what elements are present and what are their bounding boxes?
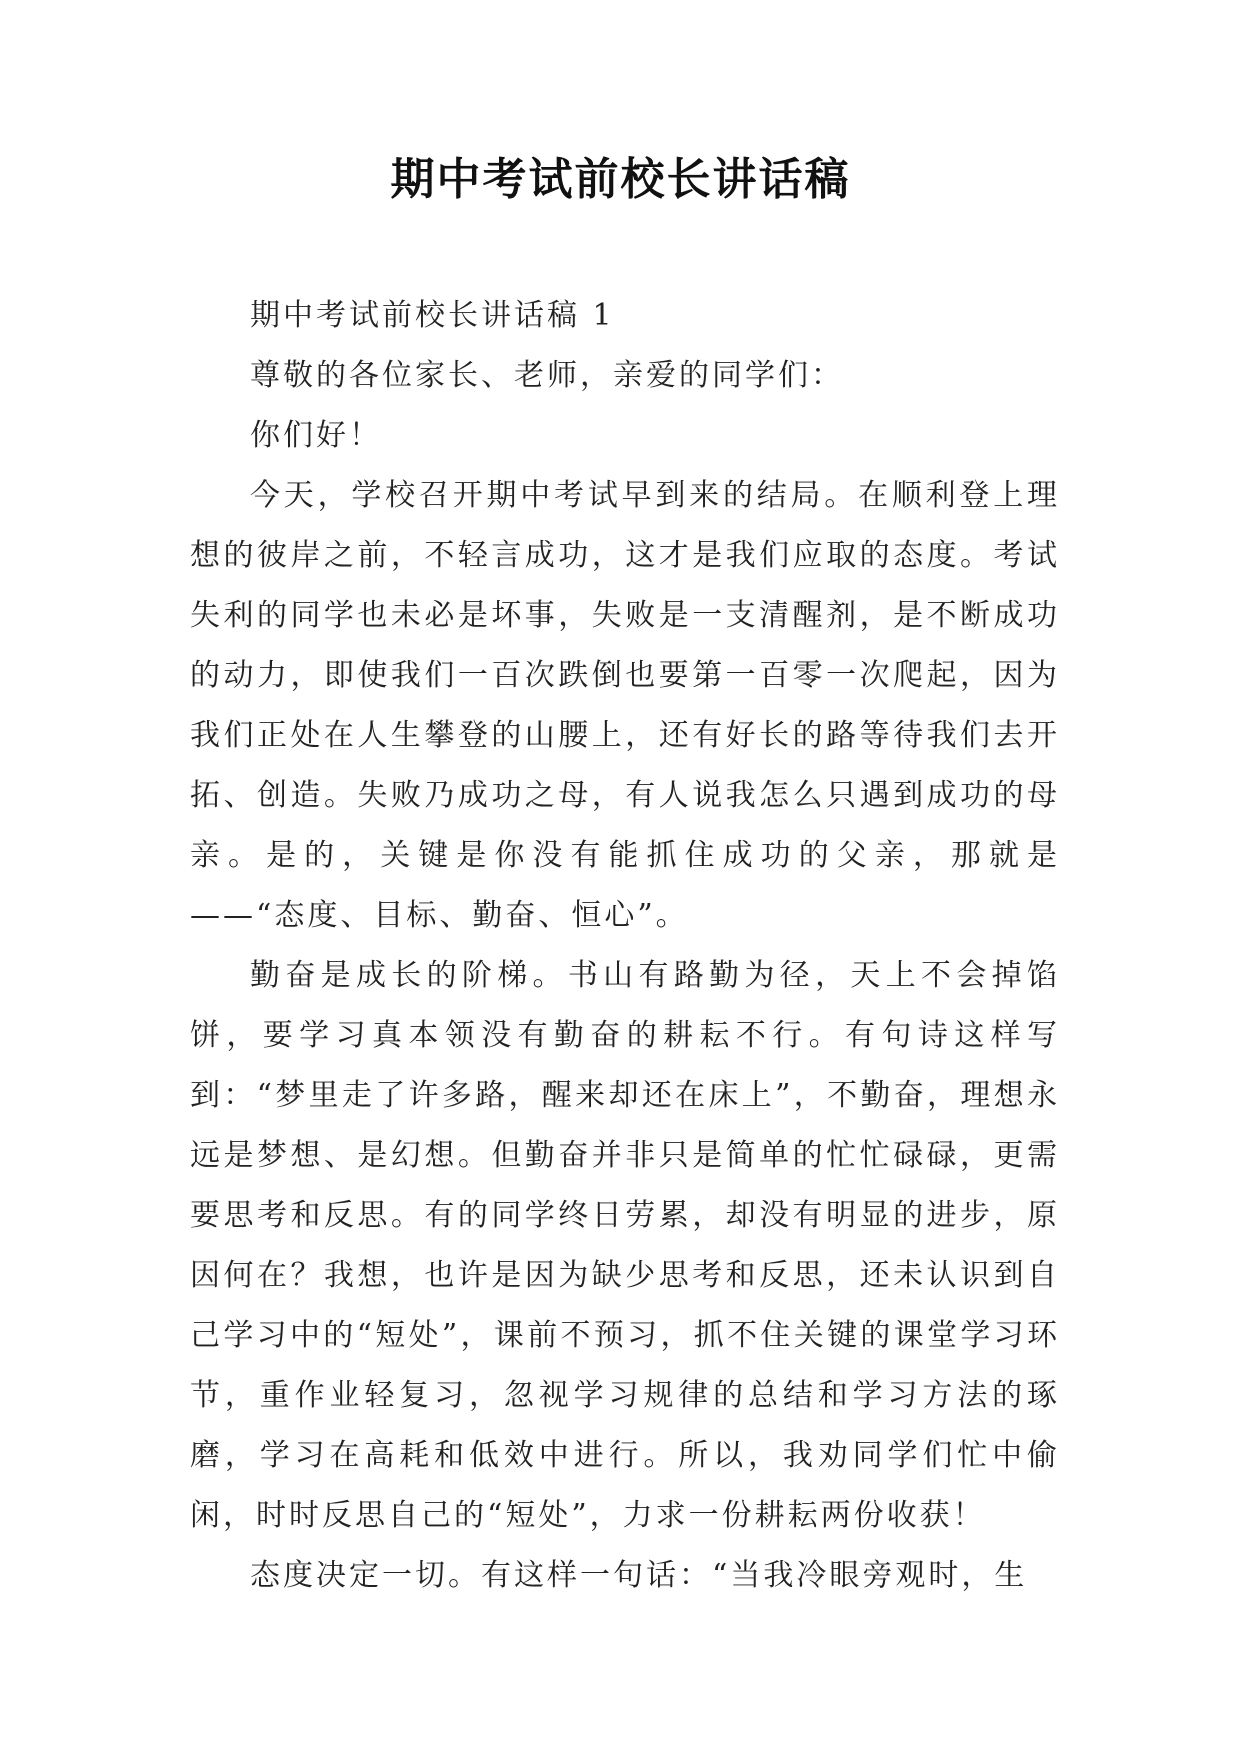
salutation: 尊敬的各位家长、老师，亲爱的同学们： [250, 358, 844, 393]
paragraph: 勤奋是成长的阶梯。书山有路勤为径，天上不会掉馅饼，要学习真本领没有勤奋的耕耘不行。有句诗这样写到：“梦里走了许多路，醒来却还在床上”，不勤奋，理想永远是梦想、是幻想。但勤奋并非只是简单的忙忙碌碌，更需要思考和反思。有的同学终日劳累，却没有明显的进步，原因何在？我想，也许是因为缺少思考和反思，还未认识到自己学习中的“短处”，课前不预习，抓不住关键的课堂学习环节，重作业轻复习，忽视学习规律的总结和学习方法的琢磨，学习在高耗和低效中进行。所以，我劝同学们忙中偷闲，时时反思自己的“短处”，力求一份耕耘两份收获！ [190, 958, 1060, 1533]
document-body [190, 286, 1060, 1606]
greeting: 你们好！ [250, 418, 382, 453]
paragraph: 今天，学校召开期中考试早到来的结局。在顺利登上理想的彼岸之前，不轻言成功，这才是我们应取的态度。考试失利的同学也未必是坏事，失败是一支清醒剂，是不断成功的动力，即使我们一百次跌倒也要第一百零一次爬起，因为我们正处在人生攀登的山腰上，还有好长的路等待我们去开拓、创造。失败乃成功之母，有人说我怎么只遇到成功的母亲。是的，关键是你没有能抓住成功的父亲，那就是——“态度、目标、勤奋、恒心”。 [190, 478, 1060, 933]
section-heading: 期中考试前校长讲话稿 1 [250, 298, 615, 333]
paragraph: 态度决定一切。有这样一句话：“当我冷眼旁观时，生 [250, 1558, 1028, 1593]
document-title: 期中考试前校长讲话稿 [390, 154, 851, 205]
